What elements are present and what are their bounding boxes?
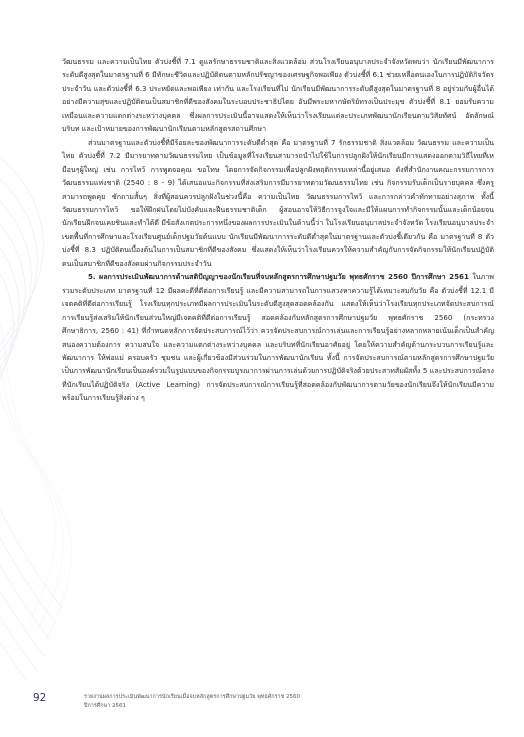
section-number: 5.: [88, 272, 96, 282]
footer-report-title: รายงานผลการประเมินพัฒนาการนักเรียนเมื่อจบหลักสูตรการศึกษาปฐมวัย พุทธศักราช 2560: [84, 694, 300, 700]
section-heading: ผลการประเมินพัฒนาการด้านสติปัญญาของนักเรียนที่จบหลักสูตรการศึกษาปฐมวัย พุทธศักราช 2560 ปีการศึกษา 2561: [99, 272, 469, 282]
page-number: 92: [33, 692, 47, 704]
footer-academic-year: ปีการศึกษา 2561: [84, 703, 126, 709]
paragraph-p2: ส่วนมาตรฐานและตัวบ่งชี้ที่มีร้อยละของพัฒนาการระดับดีต่ำสุด คือ มาตรฐานที่ 7 รักธรรมชาติ สิ่งแวดล้อม วัฒนธรรม และความเป็นไทย ตัวบ่งชี้ที่ 7.2 มีมารยาทตามวัฒนธรรมไทย เป็นข้อมูลที่โรงเรียนสามารถนำไปใช้ในการปลูกฝังให้นักเรียนมีการแสดงออกตามวิถีไทยที่เหมือนๆผู้ใหญ่ เช่น การไหว้ การพูดจอคุณ ขอโทษ โดยการจัดกิจกรรมเพื่อปลูกฝังพฤติกรรมเหล่านี้อยู่เสมอ ดังที่สำนักงานคณะกรรมการการวัฒนธรรมแห่งชาติ (2540 : 8 - 9) ได้เสนอแนะกิจกรรมที่ส่งเสริมการมีมารยาทตามวัฒนธรรมไทย เช่น กิจกรรมรับเด็กเป็นรายบุคคล ซึ่งครูสามารถพูดคุย ซักถามสั้นๆ สิ่งที่ผู้สอนควรปลูกฝังในช่วงนี้คือ ความเป็นไทย วัฒนธรรมการไหว้ และการกล่าวคำทักทายอย่างสุภาพ ทั้งนี้ วัฒนธรรมการไหว้ ขอให้ฝึกฝนโดยไม่บังคับและฝืนธรรมชาติเด็ก ผู้สอนอาจให้วิธีการจูงใจและมีให้แผนการทำกิจกรรมนั้นและเด็กน้อยจนนักเรียนฝึกจนเคยชินและทำได้ดี มีข้อสังเกตประการหนึ่งของผลการประเมินในด้านนี้ว่า ในโรงเรียนอนุบาลประจำจังหวัด โรงเรียนอนุบาลประจำเขตพื้นที่การศึกษาและโรงเรียนศูนย์เด็กปฐมวัยต้นแบบ นักเรียนมีพัฒนาการระดับดีต่ำสุดในมาตรฐานและตัวบ่งชี้เดียวกัน คือ มาตรฐานที่ 8 ตัวบ่งชี้ที่ 8.3 ปฏิบัติตนเบื้องต้นในการเป็นสมาชิกที่ดีของสังคม ซึ่งแสดงให้เห็นว่าโรงเรียนควรให้ความสำคัญกับการจัดกิจกรรมให้นักเรียนปฏิบัติตนเป็นสมาชิกที่ดีของสังคมผ่านกิจกรรมประจำวัน: [62, 137, 494, 268]
paragraph-p3-text: ในภาพรวมระดับประเภท มาตรฐานที่ 12 มีผลคะดีที่ดีต่อการเรียนรู้ และมีความสามารถในการแสวงหาความรู้ได้เหมาะสมกับวัย คือ ตัวบ่งชี้ที่ 12.1 มีเจตคติที่ดีต่อการเรียนรู้ โรงเรียนทุกประเภทมีผลการประเมินในระดับดีสูงสุดสอดคล้องกัน แสดงให้เห็นว่าโรงเรียนทุกประเภทจัดประสบการณ์การเรียนรู้ส่งเสริมให้นักเรียนส่วนใหญ่มีเจตคติที่ดีต่อการเรียนรู้ สอดคล้องกับหลักสูตรการศึกษาปฐมวัย พุทธศักราช 2560 (กระทรวงศึกษาธิการ, 2560 : 41) ที่กำหนดหลักการจัดประสบการณ์ไว้ว่า ควรจัดประสบการณ์การเล่นและการเรียนรู้อย่างหลากหลายเน้นเด็กเป็นสำคัญ สนองความต้องการ ความสนใจ และความแตกต่างระหว่างบุคคล และบริบทที่นักเรียนอาศัยอยู่ โดยให้ความสำคัญด้านกระบวนการเรียนรู้และพัฒนาการ ให้พ่อแม่ ครอบครัว ชุมชน และผู้เกี่ยวข้องมีส่วนร่วมในการพัฒนานักเรียน ทั้งนี้ การจัดประสบการณ์ตามหลักสูตรการศึกษาปฐมวัยเป็นการพัฒนานักเรียนเป็นองค์รวมในรูปแบบของกิจกรรมบูรณาการผ่านการเล่นด้วยการปฏิบัติจริงด้วยประสาทสัมผัสทั้ง 5 และประสบการณ์ตรงที่นักเรียนได้ปฏิบัติจริง (Active Learning) การจัดประสบการณ์การเรียนรู้ที่สอดคล้องกับพัฒนาการตามวัยของนักเรียนจึงให้นักเรียนมีความพร้อมในการเรียนรู้สิ่งต่าง ๆ: [62, 272, 494, 403]
document-body: [62, 55, 494, 405]
paragraph-p3: [62, 270, 494, 405]
paragraph-p1: วัฒนธรรม และความเป็นไทย ตัวบ่งชี้ที่ 7.1 ดูแลรักษาธรรมชาติและสิ่งแวดล้อม ส่วนโรงเรียนอนุบาลประจำจังหวัดพบว่า นักเรียนมีพัฒนาการระดับดีสูงสุดในมาตรฐานที่ 6 มีทักษะชีวิตและปฏิบัติตนตามหลักปรัชญาของเศรษฐกิจพอเพียง ตัวบ่งชี้ที่ 6.1 ช่วยเหลือตนเองในการปฏิบัติกิจวัตรประจำวัน และตัวบ่งชี้ที่ 6.3 ประหยัดและพอเพียง เท่ากัน และโรงเรียนที่ไป นักเรียนมีพัฒนาการระดับดีสูงสุดในมาตรฐานที่ 8 อยู่ร่วมกับผู้อื่นได้อย่างมีความสุขและปฏิบัติตนเป็นสมาชิกที่ดีของสังคมในระบอบประชาธิปไตย อันมีพระมหากษัตริย์ทรงเป็นประมุข ตัวบ่งชี้ที่ 8.1 ยอมรับความเหมือนและความแตกต่างระหว่างบุคคล ซึ่งผลการประเมินนี้อาจแสดงให้เห็นว่าโรงเรียนแต่ละประเภทพัฒนานักเรียนตามวิสัยทัศน์ อัตลักษณ์ บริบท และเป้าหมายของการพัฒนานักเรียนตามหลักสูตรสถานศึกษา: [62, 57, 494, 134]
